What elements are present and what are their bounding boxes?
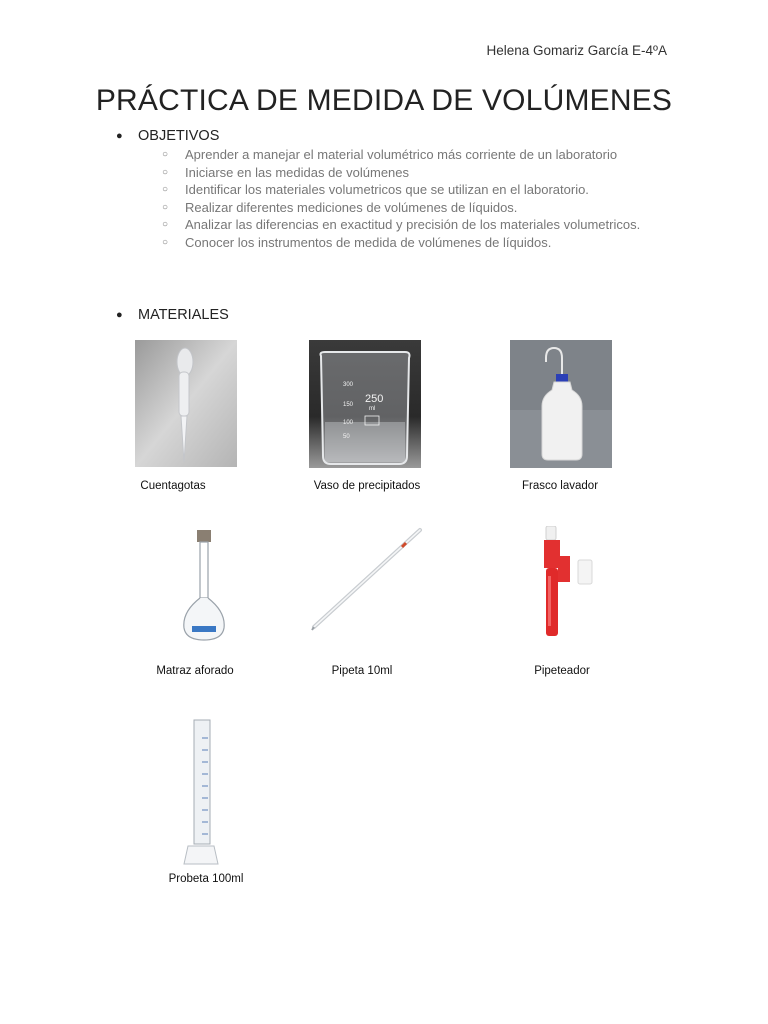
circle-bullet-icon: ○: [162, 201, 169, 213]
caption: Vaso de precipitados: [313, 480, 421, 492]
list-item-text: Conocer los instrumentos de medida de volúmenes de líquidos.: [185, 234, 552, 250]
beaker-mark: 50: [343, 434, 350, 440]
wash-bottle-icon: [510, 340, 612, 468]
page-title: PRÁCTICA DE MEDIDA DE VOLÚMENES: [95, 84, 673, 117]
volumetric-flask-icon: [178, 528, 230, 644]
beaker-mark: 250: [365, 393, 384, 405]
circle-bullet-icon: ○: [162, 236, 169, 248]
list-item-text: Analizar las diferencias en exactitud y precisión de los materiales volumetricos.: [185, 217, 641, 232]
list-item-text: Aprender a manejar el material volumétrico más corriente de un laboratorio: [185, 147, 618, 162]
pipette-filler-icon: [538, 526, 600, 638]
pipette-icon: [308, 527, 424, 633]
circle-bullet-icon: ○: [162, 149, 169, 160]
caption: Probeta 100ml: [168, 873, 244, 885]
caption: Cuentagotas: [140, 480, 206, 492]
objetivos-heading-text: OBJETIVOS: [138, 128, 220, 144]
header-author: Helena Gomariz García E-4ºA: [486, 43, 667, 58]
bullet-icon: ●: [116, 309, 123, 321]
dropper-icon: [135, 340, 237, 467]
beaker-mark: 300: [343, 382, 354, 388]
list-item-text: Iniciarse en las medidas de volúmenes: [185, 164, 410, 180]
caption: Pipeta 10ml: [331, 665, 393, 677]
circle-bullet-icon: ○: [162, 166, 169, 178]
beaker-mark: 100: [343, 420, 354, 426]
circle-bullet-icon: ○: [162, 219, 169, 230]
graduated-cylinder-icon: [180, 718, 222, 866]
beaker-icon: [309, 340, 421, 468]
beaker-mark: 150: [343, 402, 354, 408]
list-item-text: Identificar los materiales volumetricos que se utilizan en el laboratorio.: [185, 182, 589, 197]
bullet-icon: ●: [116, 130, 123, 142]
materiales-heading-text: MATERIALES: [138, 307, 229, 323]
caption: Matraz aforado: [156, 665, 234, 677]
list-item-text: Realizar diferentes mediciones de volúmenes de líquidos.: [185, 199, 518, 215]
caption: Pipeteador: [534, 665, 590, 677]
caption: Frasco lavador: [521, 480, 599, 492]
circle-bullet-icon: ○: [162, 184, 169, 195]
beaker-mark: ml: [369, 406, 376, 412]
